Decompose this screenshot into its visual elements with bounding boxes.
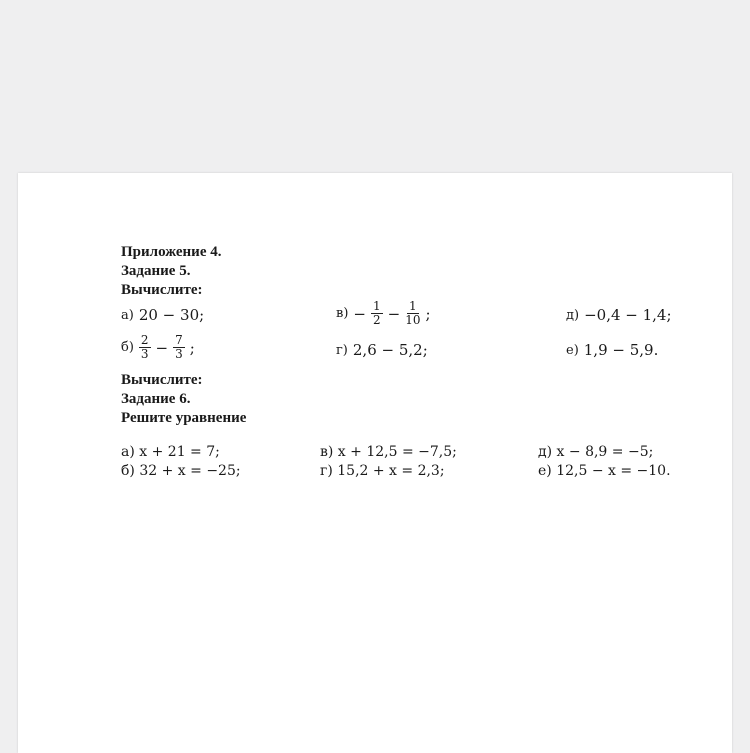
operator: − xyxy=(387,304,401,323)
numerator: 1 xyxy=(409,299,417,313)
task6-item-v xyxy=(320,444,457,460)
item-label: е) xyxy=(566,342,579,358)
denominator: 2 xyxy=(372,313,381,327)
item-label: б) xyxy=(121,340,134,355)
appendix-heading: Приложение 4. xyxy=(121,244,222,260)
task6-instruction: Решите уравнение xyxy=(121,410,247,426)
item-label: е) xyxy=(538,463,552,479)
task5-item-d xyxy=(566,306,672,324)
item-expression: 1,9 − 5,9. xyxy=(583,341,659,359)
item-label: в) xyxy=(320,444,334,460)
task5-item-e xyxy=(566,341,658,359)
fraction xyxy=(173,334,185,361)
task6-heading: Задание 6. xyxy=(121,391,191,407)
task5-item-v xyxy=(336,300,431,327)
item-expression: x + 21 = 7; xyxy=(139,444,220,460)
semicolon: ; xyxy=(425,304,431,323)
fraction xyxy=(405,300,420,327)
item-label: г) xyxy=(336,342,348,358)
semicolon: ; xyxy=(189,338,195,357)
item-label: в) xyxy=(336,306,349,321)
task6-item-g xyxy=(320,463,445,479)
item-expression: x − 8,9 = −5; xyxy=(556,444,654,460)
task5-heading: Задание 5. xyxy=(121,263,191,279)
denominator: 3 xyxy=(140,347,149,361)
denominator: 3 xyxy=(175,347,183,361)
item-label: а) xyxy=(121,444,135,460)
item-label: д) xyxy=(538,444,553,460)
task5-instruction: Вычислите: xyxy=(121,282,203,298)
task6-item-e xyxy=(538,463,671,479)
item-label: г) xyxy=(320,463,333,479)
numerator: 7 xyxy=(175,333,183,347)
task6-item-a xyxy=(121,444,220,460)
item-expression: −0,4 − 1,4; xyxy=(584,306,672,324)
item-expression: 32 + x = −25; xyxy=(139,463,241,479)
task6-item-d xyxy=(538,444,653,460)
minus-sign: − xyxy=(353,304,366,323)
item-label: а) xyxy=(121,307,134,323)
fraction xyxy=(139,334,151,361)
item-label: б) xyxy=(121,463,135,479)
item-expression: 2,6 − 5,2; xyxy=(352,341,428,359)
task5-item-g xyxy=(336,341,428,359)
task6-item-b xyxy=(121,463,241,479)
item-expression: 20 − 30; xyxy=(138,306,205,324)
item-label: д) xyxy=(566,307,580,323)
instruction-repeat: Вычислите: xyxy=(121,372,203,388)
task5-item-b xyxy=(121,334,195,361)
item-expression: 15,2 + x = 2,3; xyxy=(337,463,445,479)
task5-item-a xyxy=(121,306,204,324)
operator: − xyxy=(155,338,169,357)
denominator: 10 xyxy=(405,313,421,327)
numerator: 1 xyxy=(372,299,381,313)
numerator: 2 xyxy=(140,333,149,347)
item-expression: 12,5 − x = −10. xyxy=(556,463,671,479)
fraction xyxy=(371,300,383,327)
item-expression: x + 12,5 = −7,5; xyxy=(337,444,457,460)
